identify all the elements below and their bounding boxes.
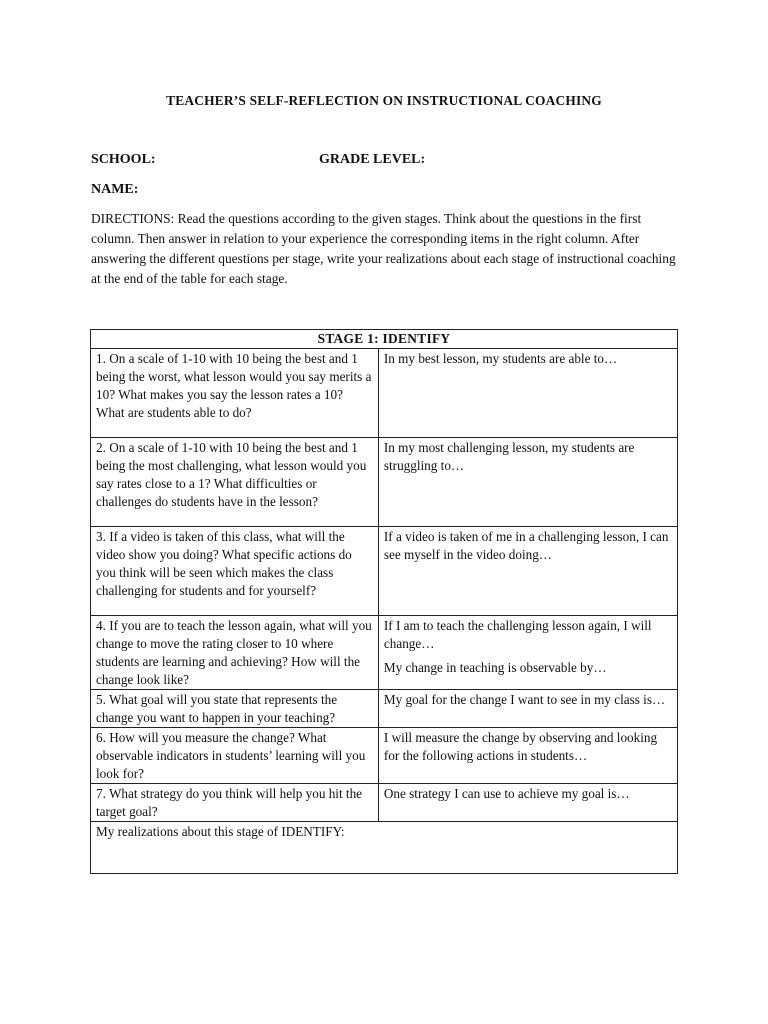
stage-identify-table <box>90 329 678 874</box>
name-label: NAME: <box>91 182 139 197</box>
answer-cell[interactable] <box>378 616 677 690</box>
realizations-cell[interactable] <box>91 822 678 874</box>
answer-prompt: I will measure the change by observing and looking for the following actions in students… <box>383 730 658 763</box>
school-label: SCHOOL: <box>91 152 156 167</box>
table-row <box>91 438 678 527</box>
directions-paragraph: DIRECTIONS: Read the questions according to the given stages. Think about the questions in the first column. Then answer in relation to your experience the corresponding items in the right column. After answering the different questions per stage, write your realizations about each stage of instructional coaching at the end of the table for each stage. <box>91 211 676 286</box>
question-cell: 6. How will you measure the change? What observable indicators in students’ learning will you look for? <box>91 728 379 784</box>
table-row <box>91 728 678 784</box>
answer-prompt: If a video is taken of me in a challenging lesson, I can see myself in the video doing… <box>383 529 669 562</box>
table-row <box>91 349 678 438</box>
answer-cell[interactable] <box>378 690 677 728</box>
question-cell: 4. If you are to teach the lesson again, what will you change to move the rating closer to 10 where students are learning and achieving? How will the change look like? <box>91 616 379 690</box>
question-cell: 7. What strategy do you think will help you hit the target goal? <box>91 784 379 822</box>
realizations-label: My realizations about this stage of IDENTIFY: <box>96 824 345 839</box>
table-row <box>91 784 678 822</box>
table-row <box>91 616 678 690</box>
question-cell: 5. What goal will you state that represents the change you want to happen in your teaching? <box>91 690 379 728</box>
answer-prompt: In my most challenging lesson, my students are struggling to… <box>383 440 635 473</box>
answer-cell[interactable] <box>378 438 677 527</box>
table-row <box>91 822 678 874</box>
grade-level-label: GRADE LEVEL: <box>319 152 426 167</box>
document-title: TEACHER’S SELF-REFLECTION ON INSTRUCTIONAL COACHING <box>166 93 602 108</box>
answer-prompt-extra: My change in teaching is observable by… <box>383 660 607 675</box>
answer-prompt: In my best lesson, my students are able to… <box>383 351 618 366</box>
answer-prompt: If I am to teach the challenging lesson again, I will change… <box>383 618 652 651</box>
question-cell: 2. On a scale of 1-10 with 10 being the best and 1 being the most challenging, what lesson would you say rates close to a 1? What difficulties or challenges do students have in the lesson? <box>91 438 379 527</box>
stage-header: STAGE 1: IDENTIFY <box>91 330 678 349</box>
answer-prompt: My goal for the change I want to see in my class is… <box>383 692 666 707</box>
answer-cell[interactable] <box>378 527 677 616</box>
question-cell: 3. If a video is taken of this class, what will the video show you doing? What specific actions do you think will be seen which makes the class challenging for students and for yourself? <box>91 527 379 616</box>
answer-cell[interactable] <box>378 728 677 784</box>
table-row <box>91 527 678 616</box>
answer-prompt: One strategy I can use to achieve my goal is… <box>383 786 630 801</box>
table-row <box>91 690 678 728</box>
question-cell: 1. On a scale of 1-10 with 10 being the best and 1 being the worst, what lesson would you say merits a 10? What makes you say the lesson rates a 10? What are students able to do? <box>91 349 379 438</box>
answer-cell[interactable] <box>378 784 677 822</box>
answer-cell[interactable] <box>378 349 677 438</box>
